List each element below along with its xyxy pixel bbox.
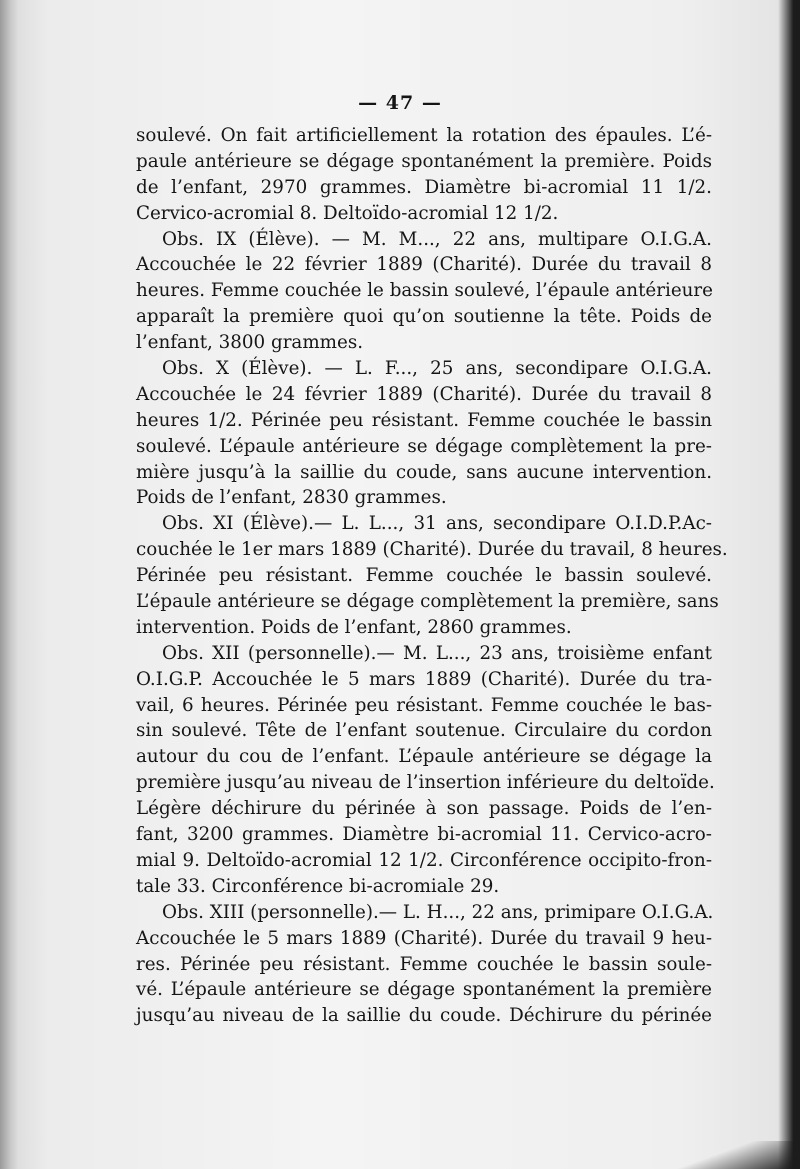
text-line: vé. L’épaule antérieure se dégage spontanément la première: [136, 979, 712, 1001]
text-line: apparaît la première quoi qu’on soutienne la tête. Poids de: [136, 306, 712, 328]
text-line: Accouchée le 5 mars 1889 (Charité). Durée du travail 9 heu-: [136, 927, 712, 949]
text-line: autour du cou de l’enfant. L’épaule antérieure se dégage la: [136, 746, 712, 768]
text-line: heures 1/2. Périnée peu résistant. Femme couchée le bassin: [136, 409, 712, 431]
text-line: fant, 3200 grammes. Diamètre bi-acromial 11. Cervico-acro-: [136, 824, 712, 846]
text-line: Accouchée le 22 février 1889 (Charité). Durée du travail 8: [136, 254, 712, 276]
page-gutter-shadow: [0, 0, 18, 1169]
text-line: de l’enfant, 2970 grammes. Diamètre bi-acromial 11 1/2.: [136, 176, 712, 198]
text-line: heures. Femme couchée le bassin soulevé, l’épaule antérieure: [136, 280, 713, 302]
body-text: [136, 123, 728, 1029]
text-line: L’épaule antérieure se dégage complètement la première, sans: [136, 591, 719, 613]
text-line: l’enfant, 3800 grammes.: [136, 332, 364, 354]
page-corner-shadow: [670, 1141, 800, 1169]
text-line: Obs. XII (personnelle).— M. L..., 23 ans, troisième enfant: [162, 642, 712, 664]
text-line: Obs. XIII (personnelle).— L. H..., 22 ans, primipare O.I.G.A.: [162, 901, 714, 923]
text-line: intervention. Poids de l’enfant, 2860 grammes.: [136, 616, 572, 638]
text-line: Obs. IX (Élève). — M. M..., 22 ans, multipare O.I.G.A.: [162, 228, 712, 250]
text-line: Cervico-acromial 8. Deltoïdo-acromial 12 1/2.: [136, 202, 559, 224]
text-line: paule antérieure se dégage spontanément la première. Poids: [136, 150, 712, 172]
text-line: Obs. XI (Élève).— L. L..., 31 ans, secondipare O.I.D.P.Ac-: [162, 513, 712, 535]
page-number: — 47 —: [358, 92, 442, 114]
text-line: O.I.G.P. Accouchée le 5 mars 1889 (Charité). Durée du tra-: [136, 668, 712, 690]
text-line: res. Périnée peu résistant. Femme couchée le bassin soule-: [136, 953, 712, 975]
text-line: sin soulevé. Tête de l’enfant soutenue. Circulaire du cordon: [136, 720, 712, 742]
text-line: première jusqu’au niveau de l’insertion inférieure du deltoïde.: [136, 772, 715, 794]
text-line: soulevé. On fait artificiellement la rotation des épaules. L’é-: [136, 125, 712, 146]
text-line: soulevé. L’épaule antérieure se dégage complètement la pre-: [136, 435, 712, 457]
text-line: mial 9. Deltoïdo-acromial 12 1/2. Circonférence occipito-fron-: [136, 849, 712, 871]
text-line: Poids de l’enfant, 2830 grammes.: [136, 487, 447, 509]
text-line: tale 33. Circonférence bi-acromiale 29.: [136, 875, 500, 897]
text-line: jusqu’au niveau de la saillie du coude. Déchirure du périnée: [136, 1005, 712, 1027]
text-line: vail, 6 heures. Périnée peu résistant. Femme couchée le bas-: [136, 694, 712, 716]
text-line: Obs. X (Élève). — L. F..., 25 ans, secondipare O.I.G.A.: [162, 358, 712, 380]
text-line: Légère déchirure du périnée à son passage. Poids de l’en-: [136, 798, 712, 820]
text-line: mière jusqu’à la saillie du coude, sans aucune intervention.: [136, 461, 712, 483]
text-line: Périnée peu résistant. Femme couchée le bassin soulevé.: [136, 565, 712, 587]
page-edge-shadow: [778, 0, 800, 1169]
text-line: Accouchée le 24 février 1889 (Charité). Durée du travail 8: [136, 383, 712, 405]
text-line: couchée le 1er mars 1889 (Charité). Durée du travail, 8 heures.: [136, 539, 728, 561]
